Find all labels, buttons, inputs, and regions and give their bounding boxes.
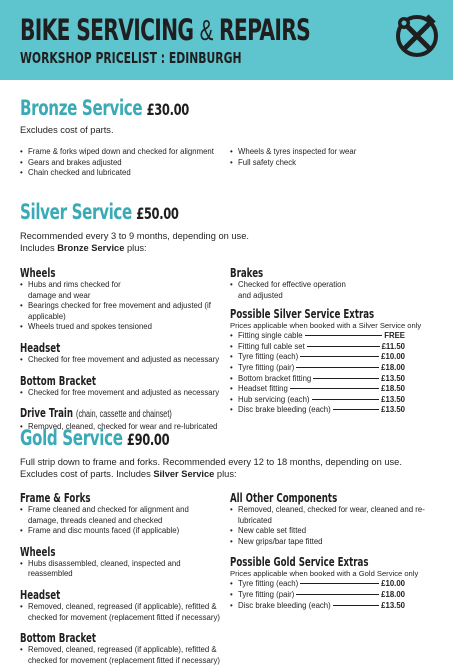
- list-item: • Frame & forks wiped down and checked for alignment: [20, 147, 220, 158]
- list-item: • Checked for free movement and adjusted as necessary: [20, 355, 220, 366]
- extra-label: • Disc brake bleeding (each): [238, 600, 331, 610]
- list-item: [230, 374, 405, 385]
- silver-desc-post: plus:: [124, 243, 147, 253]
- dotted-leader: [300, 356, 379, 357]
- silver-headset-heading: Headset: [20, 340, 61, 355]
- title-amp: &: [199, 15, 213, 47]
- gold-frame-heading: Frame & Forks: [20, 491, 91, 505]
- extra-price: £13.50: [381, 600, 405, 610]
- list-item: • Wheels trued and spokes tensioned: [20, 322, 220, 333]
- dotted-leader: [300, 583, 379, 584]
- dotted-leader: [312, 399, 380, 400]
- drivetrain-label: Drive Train: [20, 406, 74, 421]
- silver-bb-list: [20, 388, 220, 399]
- list-item: • Bearings checked for free movement and adjusted (if applicable): [20, 301, 220, 322]
- title-right: REPAIRS: [218, 13, 311, 47]
- extra-label: • Fitting single cable: [238, 331, 303, 341]
- page-subtitle: WORKSHOP PRICELIST : EDINBURGH: [20, 49, 242, 67]
- dotted-leader: [333, 605, 379, 606]
- list-item: • Removed, cleaned, checked for wear, cleaned and re-lubricated: [230, 505, 436, 526]
- silver-col-left: [20, 266, 220, 433]
- list-item: • Full safety check: [230, 158, 436, 169]
- silver-desc-pre: Includes: [20, 243, 58, 253]
- list-item: [230, 395, 405, 406]
- silver-headset-list: [20, 355, 220, 366]
- title-left: BIKE SERVICING: [20, 13, 194, 47]
- extra-price: £18.50: [381, 384, 405, 394]
- extra-price: £13.50: [381, 405, 405, 415]
- silver-wheels-list: [20, 280, 220, 333]
- gold-bb-heading: Bottom Bracket: [20, 631, 97, 646]
- extra-label: • Headset fitting: [238, 384, 288, 394]
- dotted-leader: [313, 378, 379, 379]
- gold-headset-heading: Headset: [20, 587, 61, 602]
- list-item: [230, 342, 405, 353]
- gold-headset-list: [20, 602, 220, 623]
- extra-label: • Tyre fitting (each): [238, 579, 299, 589]
- extra-price: £18.00: [381, 362, 405, 372]
- list-item: • Chain checked and lubricated: [20, 168, 220, 179]
- extra-label: • Tyre fitting (each): [238, 352, 299, 362]
- gold-col-right: [230, 491, 436, 611]
- gold-wheels-list: [20, 559, 220, 580]
- gold-extras-heading: Possible Gold Service Extras: [230, 555, 369, 570]
- drivetrain-note: (chain, cassette and chainset): [76, 409, 172, 421]
- extra-label: • Bottom bracket fitting: [238, 373, 312, 383]
- extra-price: £13.50: [381, 394, 405, 404]
- bronze-list-right: [230, 147, 436, 168]
- bronze-desc: Excludes cost of parts.: [20, 125, 114, 135]
- silver-desc-bold: Bronze Service: [57, 243, 125, 253]
- extra-label: • Disc brake bleeding (each): [238, 405, 331, 415]
- list-item: [230, 579, 405, 590]
- silver-brakes-heading: Brakes: [230, 266, 264, 280]
- extra-label: • Tyre fitting (pair): [238, 589, 295, 599]
- dotted-leader: [290, 388, 379, 389]
- silver-bb-heading: Bottom Bracket: [20, 373, 97, 388]
- list-item: • Wheels & tyres inspected for wear: [230, 147, 436, 158]
- extra-price: £10.00: [381, 352, 405, 362]
- bronze-section: [20, 96, 436, 187]
- bronze-name: Bronze Service: [20, 96, 143, 120]
- bronze-price: £30.00: [146, 100, 189, 119]
- dotted-leader: [305, 335, 383, 336]
- dotted-leader: [296, 594, 379, 595]
- extra-price: FREE: [384, 331, 405, 341]
- silver-extras-list: [230, 331, 405, 416]
- gold-title: [20, 426, 169, 452]
- silver-extras-heading: Possible Silver Service Extras: [230, 307, 375, 322]
- dotted-leader: [333, 409, 379, 410]
- list-item: [230, 384, 405, 395]
- silver-section: [20, 200, 436, 432]
- gold-desc-pre: Excludes cost of parts. Includes: [20, 469, 154, 479]
- gold-name: Gold Service: [20, 426, 123, 450]
- gold-bb-list: [20, 645, 220, 666]
- gold-desc-post: plus:: [214, 469, 237, 479]
- list-item: • Removed, cleaned, regreased (if applicable), refitted & checked for movement (replacement fitted if necessary): [20, 602, 220, 623]
- gold-extras-list: [230, 579, 405, 611]
- dotted-leader: [296, 367, 379, 368]
- list-item: • Gears and brakes adjusted: [20, 158, 220, 169]
- list-item: • Frame and disc mounts faced (if applicable): [20, 526, 220, 537]
- gold-desc-bold: Silver Service: [153, 469, 215, 479]
- list-item: • Checked for effective operation and adjusted: [230, 280, 348, 301]
- gold-frame-list: [20, 505, 220, 537]
- extra-label: • Fitting full cable set: [238, 341, 305, 351]
- silver-desc-1: Recommended every 3 to 9 months, depending on use.: [20, 231, 249, 241]
- silver-col-right: [230, 266, 436, 416]
- list-item: • Hubs disassembled, cleaned, inspected and reassembled: [20, 559, 220, 580]
- list-item: [230, 601, 405, 612]
- list-item: [230, 363, 405, 374]
- gold-other-list: [230, 505, 436, 547]
- list-item: [230, 331, 405, 342]
- gold-extras-desc: Prices applicable when booked with a Gold Service only: [230, 569, 419, 579]
- silver-drivetrain-heading: [20, 406, 222, 422]
- silver-name: Silver Service: [20, 200, 132, 224]
- gold-desc-1: Full strip down to frame and forks. Recommended every 12 to 18 months, depending on use.: [20, 457, 402, 467]
- list-item: • Checked for free movement and adjusted as necessary: [20, 388, 220, 399]
- bronze-title: [20, 96, 189, 122]
- gold-wheels-heading: Wheels: [20, 544, 56, 559]
- wrench-screwdriver-icon: [395, 14, 439, 58]
- gold-columns: [20, 491, 436, 665]
- silver-desc-2: [20, 242, 436, 254]
- page-title: [20, 15, 310, 46]
- list-item: • Removed, cleaned, regreased (if applicable), refitted & checked for movement (replacement fitted if necessary): [20, 645, 220, 666]
- list-item: [230, 352, 405, 363]
- extra-label: • Tyre fitting (pair): [238, 362, 295, 372]
- list-item: [230, 405, 405, 416]
- list-item: • New grips/bar tape fitted: [230, 537, 436, 548]
- extra-price: £18.00: [381, 589, 405, 599]
- silver-price: £50.00: [136, 204, 179, 223]
- bronze-columns: [20, 147, 436, 187]
- silver-brakes-list: [230, 280, 436, 301]
- gold-desc-2: [20, 468, 436, 480]
- extra-price: £10.00: [381, 579, 405, 589]
- silver-extras-desc: Prices applicable when booked with a Silver Service only: [230, 321, 422, 331]
- list-item: • Removed, cleaned, checked for wear and re-lubricated: [20, 422, 220, 433]
- gold-section: [20, 426, 436, 665]
- silver-columns: [20, 266, 436, 432]
- bronze-list-left: [20, 147, 220, 179]
- extra-label: • Hub servicing (each): [238, 394, 310, 404]
- gold-price: £90.00: [126, 430, 170, 449]
- silver-title: [20, 200, 179, 226]
- list-item: [230, 590, 405, 601]
- extra-price: £13.50: [381, 373, 405, 383]
- list-item: • New cable set fitted: [230, 526, 436, 537]
- extra-price: £11.50: [381, 341, 405, 351]
- list-item: • Frame cleaned and checked for alignment and damage, threads cleaned and checked: [20, 505, 220, 526]
- dotted-leader: [307, 346, 380, 347]
- gold-other-heading: All Other Components: [230, 491, 338, 505]
- list-item: • Hubs and rims checked for damage and wear: [20, 280, 138, 301]
- header-band: [0, 0, 453, 80]
- silver-wheels-heading: Wheels: [20, 266, 56, 280]
